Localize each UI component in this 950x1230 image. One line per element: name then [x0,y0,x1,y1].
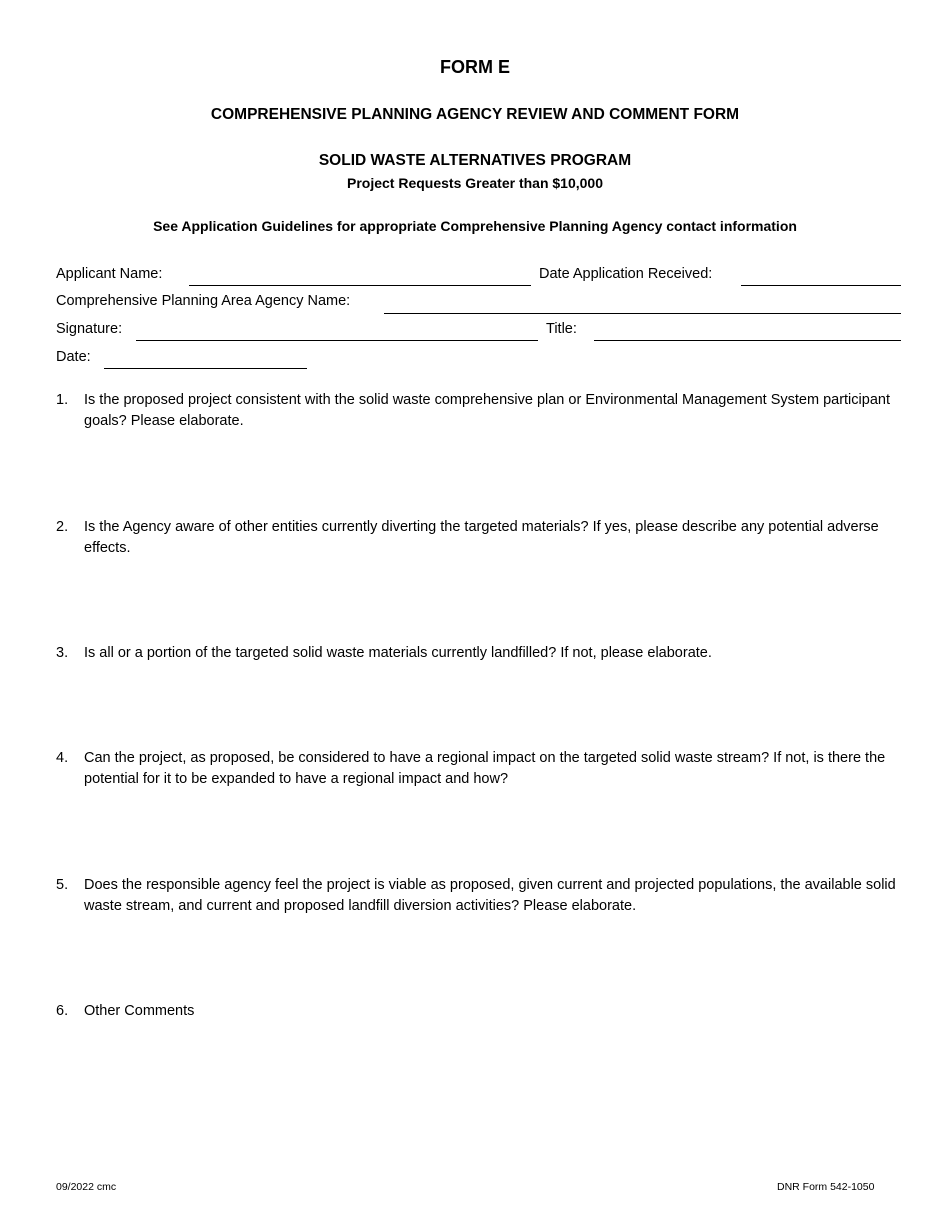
agency-name-field[interactable] [384,313,901,314]
applicant-name-field[interactable] [189,285,531,286]
signature-label: Signature: [56,321,123,337]
question-text: Is the Agency aware of other entities currently diverting the targeted materials? If yes, please describe any potential adverse effects. [84,519,879,556]
question-text: Is the proposed project consistent with the solid waste comprehensive plan or Environmental Management System participant goals? Please elaborate. [84,392,890,429]
question-number: 5. [56,877,69,893]
date-received-field[interactable] [741,285,901,286]
question-number: 6. [56,1003,69,1019]
form-id: FORM E [440,57,510,77]
program-subtitle: Project Requests Greater than $10,000 [346,175,603,191]
agency-name-label: Comprehensive Planning Area Agency Name: [56,293,351,309]
form-title: COMPREHENSIVE PLANNING AGENCY REVIEW AND COMMENT FORM [210,106,740,123]
footer-date-code: 09/2022 cmc [56,1181,117,1193]
question-5 [56,875,896,917]
title-label: Title: [546,321,577,337]
question-number: 3. [56,645,69,661]
question-text: Is all or a portion of the targeted solid waste materials currently landfilled? If not, please elaborate. [84,645,712,661]
program-name: SOLID WASTE ALTERNATIVES PROGRAM [318,152,632,169]
question-1 [56,390,896,432]
question-text: Can the project, as proposed, be considered to have a regional impact on the targeted solid waste stream? If not, is there the potential for it to be expanded to have a regional impact and how? [84,750,886,787]
question-text: Other Comments [84,1003,195,1019]
question-number: 1. [56,392,69,408]
applicant-name-label: Applicant Name: [56,266,163,282]
question-2 [56,517,896,559]
date-field[interactable] [104,368,307,369]
date-label: Date: [56,349,91,365]
title-field[interactable] [594,340,901,341]
footer-form-number: DNR Form 542-1050 [777,1181,875,1193]
date-received-label: Date Application Received: [539,266,713,282]
question-4 [56,748,896,790]
question-6 [56,1001,896,1022]
question-number: 4. [56,750,69,766]
question-3 [56,643,896,664]
question-text: Does the responsible agency feel the project is viable as proposed, given current and projected populations, the available solid waste stream, and current and proposed landfill diversion activities? Please elaborate. [84,877,896,914]
question-number: 2. [56,519,69,535]
guidelines-note: See Application Guidelines for appropriate Comprehensive Planning Agency contact information [153,218,797,234]
signature-field[interactable] [136,340,538,341]
